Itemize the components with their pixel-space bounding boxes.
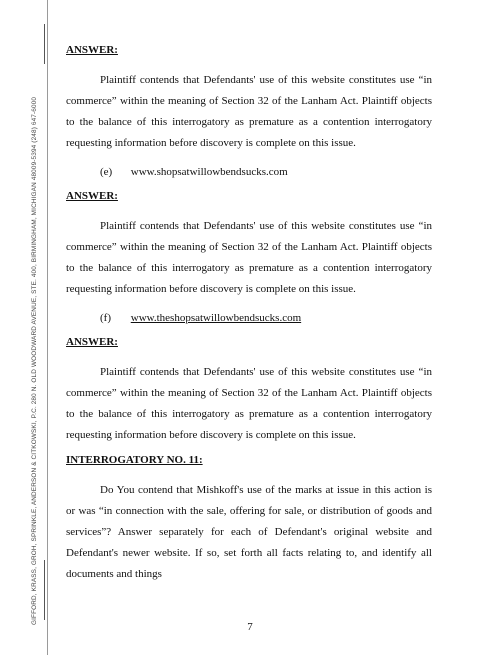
answer-paragraph: Plaintiff contends that Defendants' use of this website constitutes use “in commerce” within the meaning of Section 32 of the Lanham Act. Plaintiff objects to the balance of this interrogatory as premature as a contention interrogatory requesting information before discovery is complete on this issue. <box>66 220 432 295</box>
document-body <box>66 36 432 585</box>
website-url: www.shopsatwillowbendsucks.com <box>130 166 288 178</box>
answer-block-3 <box>66 308 432 446</box>
answer-paragraph: Plaintiff contends that Defendants' use of this website constitutes use “in commerce” within the meaning of Section 32 of the Lanham Act. Plaintiff objects to the balance of this interrogatory as premature as a contention interrogatory requesting information before discovery is complete on this issue. <box>66 366 432 441</box>
interrogatory-paragraph: Do You contend that Mishkoff's use of the marks at issue in this action is or was “in connection with the sale, offering for sale, or distribution of goods and services”? Answer separately for each of Defendant's original website and Defendant's newer website. If so, set forth all facts relating to, and identify all documents and things <box>66 484 432 580</box>
list-item-e <box>66 162 432 182</box>
answer-block-2 <box>66 162 432 300</box>
interrogatory-heading: INTERROGATORY NO. 11: <box>66 454 203 466</box>
answer-block-1 <box>66 40 432 154</box>
margin-mark-top <box>44 24 45 64</box>
item-label: (e) <box>100 166 113 178</box>
answer-heading: ANSWER: <box>66 44 118 56</box>
interrogatory-block <box>66 450 432 585</box>
left-margin-rule <box>47 0 48 655</box>
answer-heading: ANSWER: <box>66 190 118 202</box>
list-item-f <box>66 308 432 328</box>
answer-heading: ANSWER: <box>66 336 118 348</box>
firm-letterhead-vertical: GIFFORD, KRASS, GROH, SPRINKLE, ANDERSON & CITKOWSKI, P.C. 280 N. OLD WOODWARD AVENUE, STE. 400, BIRMINGHAM, MICHIGAN 48009-5394 (248) 647-6000 <box>31 96 38 625</box>
page-number: 7 <box>247 621 253 633</box>
website-url-link[interactable]: www.theshopsatwillowbendsucks.com <box>130 312 302 324</box>
margin-mark-bottom <box>44 560 45 620</box>
answer-paragraph: Plaintiff contends that Defendants' use of this website constitutes use “in commerce” within the meaning of Section 32 of the Lanham Act. Plaintiff objects to the balance of this interrogatory as premature as a contention interrogatory requesting information before discovery is complete on this issue. <box>66 74 432 149</box>
item-label: (f) <box>100 312 111 324</box>
